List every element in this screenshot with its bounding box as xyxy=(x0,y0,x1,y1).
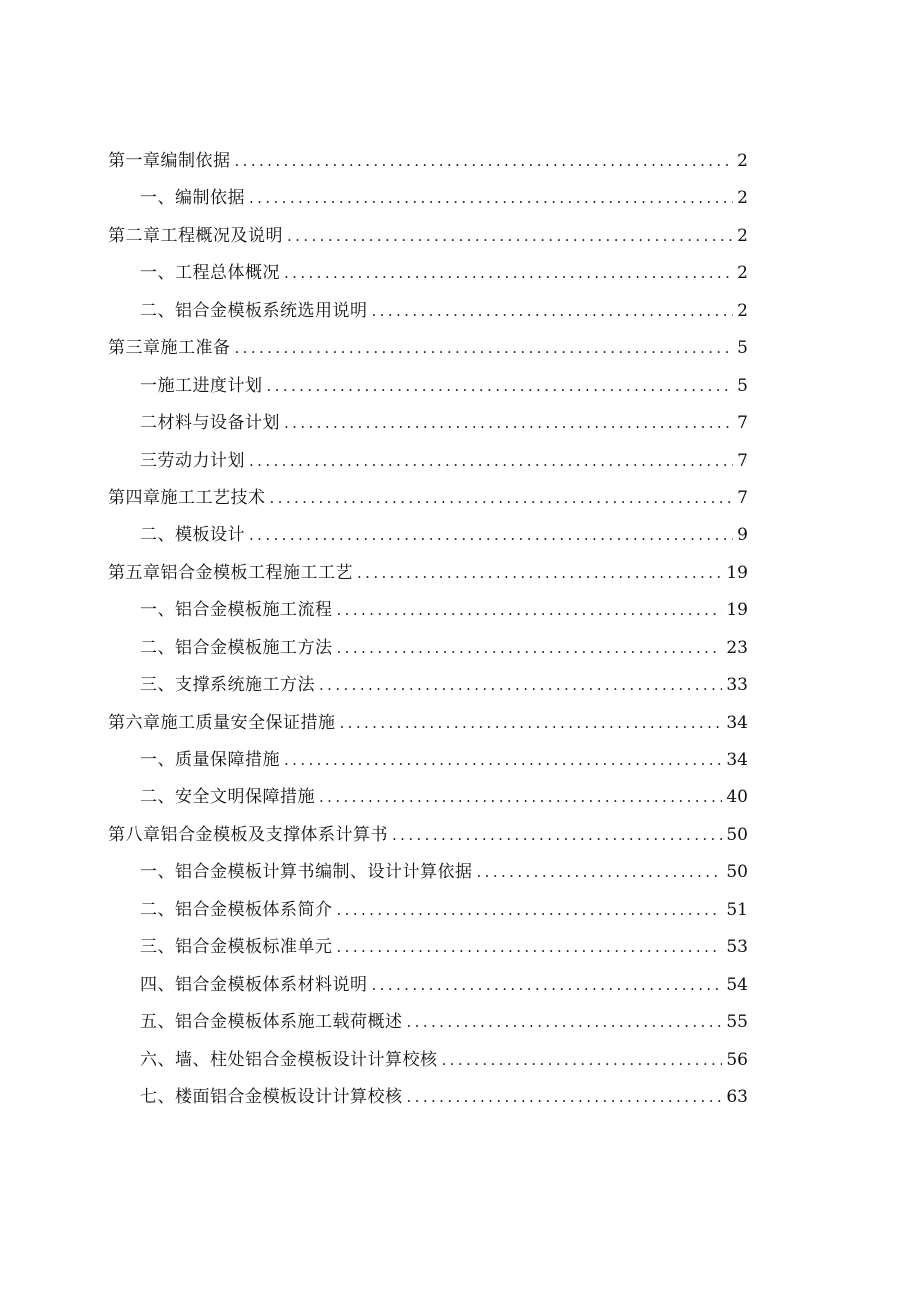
toc-page-number: 50 xyxy=(726,824,748,845)
toc-entry[interactable] xyxy=(108,143,748,180)
toc-entry[interactable] xyxy=(108,817,748,854)
toc-entry[interactable] xyxy=(108,892,748,929)
toc-dot-leader xyxy=(249,517,733,554)
toc-page-number: 2 xyxy=(737,151,748,171)
toc-dot-leader xyxy=(337,630,723,667)
toc-entry-title: 三劳动力计划 xyxy=(140,450,245,471)
toc-page-number: 55 xyxy=(726,1012,748,1033)
toc-entry[interactable] xyxy=(108,1042,748,1079)
toc-entry-title: 二、铝合金模板体系简介 xyxy=(140,899,333,920)
toc-dot-leader xyxy=(284,742,722,779)
table-of-contents xyxy=(108,143,748,1116)
toc-page-number: 50 xyxy=(726,862,748,883)
toc-dot-leader xyxy=(357,555,722,592)
toc-entry-title: 二、铝合金模板系统选用说明 xyxy=(140,300,368,321)
toc-entry-title: 第三章施工准备 xyxy=(108,338,231,359)
toc-page-number: 7 xyxy=(737,413,748,434)
toc-entry-title: 第一章编制依据 xyxy=(108,151,231,171)
toc-dot-leader xyxy=(372,293,734,330)
toc-entry[interactable] xyxy=(108,1004,748,1041)
toc-page-number: 2 xyxy=(737,300,748,321)
toc-page-number: 34 xyxy=(726,712,748,733)
toc-page-number: 51 xyxy=(726,899,748,920)
toc-page-number: 2 xyxy=(737,263,748,284)
toc-page-number: 40 xyxy=(726,787,748,808)
toc-entry[interactable] xyxy=(108,667,748,704)
toc-dot-leader xyxy=(319,667,722,704)
toc-dot-leader xyxy=(407,1079,723,1116)
toc-page-number: 9 xyxy=(737,525,748,546)
toc-entry-title: 六、墙、柱处铝合金模板设计计算校核 xyxy=(140,1049,438,1070)
toc-entry[interactable] xyxy=(108,517,748,554)
toc-entry-title: 二、安全文明保障措施 xyxy=(140,787,315,808)
toc-dot-leader xyxy=(249,443,733,480)
toc-page-number: 54 xyxy=(726,974,748,995)
toc-page-number: 19 xyxy=(726,600,748,621)
toc-entry-title: 二材料与设备计划 xyxy=(140,413,280,434)
toc-entry-title: 第六章施工质量安全保证措施 xyxy=(108,712,336,733)
toc-entry-title: 第四章施工工艺技术 xyxy=(108,487,266,508)
toc-dot-leader xyxy=(337,929,723,966)
toc-dot-leader xyxy=(372,967,723,1004)
toc-dot-leader xyxy=(249,180,733,217)
toc-page-number: 56 xyxy=(726,1049,748,1070)
toc-entry[interactable] xyxy=(108,705,748,742)
toc-dot-leader xyxy=(287,218,733,255)
toc-entry[interactable] xyxy=(108,218,748,255)
toc-entry-title: 二、铝合金模板施工方法 xyxy=(140,637,333,658)
toc-entry[interactable] xyxy=(108,180,748,217)
toc-entry-title: 一、铝合金模板计算书编制、设计计算依据 xyxy=(140,862,473,883)
toc-page-number: 7 xyxy=(737,487,748,508)
toc-entry-title: 一、编制依据 xyxy=(140,188,245,209)
toc-entry-title: 第八章铝合金模板及支撑体系计算书 xyxy=(108,824,388,845)
toc-entry[interactable] xyxy=(108,255,748,292)
toc-dot-leader xyxy=(284,405,733,442)
toc-entry[interactable] xyxy=(108,555,748,592)
toc-page-number: 34 xyxy=(726,750,748,770)
toc-entry[interactable] xyxy=(108,405,748,442)
toc-entry-title: 四、铝合金模板体系材料说明 xyxy=(140,974,368,995)
toc-entry[interactable] xyxy=(108,1079,748,1116)
toc-dot-leader xyxy=(337,592,723,629)
toc-dot-leader xyxy=(270,480,734,517)
toc-entry-title: 三、铝合金模板标准单元 xyxy=(140,937,333,958)
toc-entry[interactable] xyxy=(108,480,748,517)
toc-page-number: 7 xyxy=(737,450,748,471)
toc-entry[interactable] xyxy=(108,330,748,367)
toc-dot-leader xyxy=(284,255,733,292)
toc-page-number: 2 xyxy=(737,225,748,246)
toc-page-number: 2 xyxy=(737,188,748,209)
toc-dot-leader xyxy=(392,817,722,854)
toc-dot-leader xyxy=(235,330,734,367)
toc-entry-title: 五、铝合金模板体系施工载荷概述 xyxy=(140,1012,403,1033)
toc-entry-title: 第五章铝合金模板工程施工工艺 xyxy=(108,562,353,583)
toc-entry[interactable] xyxy=(108,742,748,779)
toc-entry[interactable] xyxy=(108,443,748,480)
toc-entry[interactable] xyxy=(108,967,748,1004)
toc-entry[interactable] xyxy=(108,929,748,966)
toc-entry[interactable] xyxy=(108,630,748,667)
toc-page-number: 19 xyxy=(726,562,748,583)
toc-entry[interactable] xyxy=(108,592,748,629)
toc-page-number: 33 xyxy=(726,675,748,696)
toc-entry-title: 七、楼面铝合金模板设计计算校核 xyxy=(140,1086,403,1107)
toc-dot-leader xyxy=(442,1042,723,1079)
toc-entry[interactable] xyxy=(108,293,748,330)
toc-entry-title: 第二章工程概况及说明 xyxy=(108,225,283,246)
toc-page-number: 5 xyxy=(737,338,748,359)
toc-page-number: 63 xyxy=(726,1086,748,1107)
toc-dot-leader xyxy=(477,854,723,891)
toc-page-number: 53 xyxy=(726,937,748,958)
toc-entry[interactable] xyxy=(108,854,748,891)
toc-dot-leader xyxy=(337,892,723,929)
toc-entry-title: 三、支撑系统施工方法 xyxy=(140,675,315,696)
toc-dot-leader xyxy=(235,143,734,180)
toc-entry[interactable] xyxy=(108,779,748,816)
toc-page-number: 23 xyxy=(726,637,748,658)
toc-dot-leader xyxy=(407,1004,723,1041)
toc-entry-title: 一、铝合金模板施工流程 xyxy=(140,600,333,621)
toc-entry-title: 一、质量保障措施 xyxy=(140,750,280,770)
toc-page-number: 5 xyxy=(737,375,748,396)
toc-dot-leader xyxy=(319,779,722,816)
toc-dot-leader xyxy=(267,368,734,405)
toc-entry-title: 二、模板设计 xyxy=(140,525,245,546)
toc-entry-title: 一、工程总体概况 xyxy=(140,263,280,284)
toc-entry-title: 一施工进度计划 xyxy=(140,375,263,396)
toc-dot-leader xyxy=(340,705,723,742)
toc-entry[interactable] xyxy=(108,368,748,405)
